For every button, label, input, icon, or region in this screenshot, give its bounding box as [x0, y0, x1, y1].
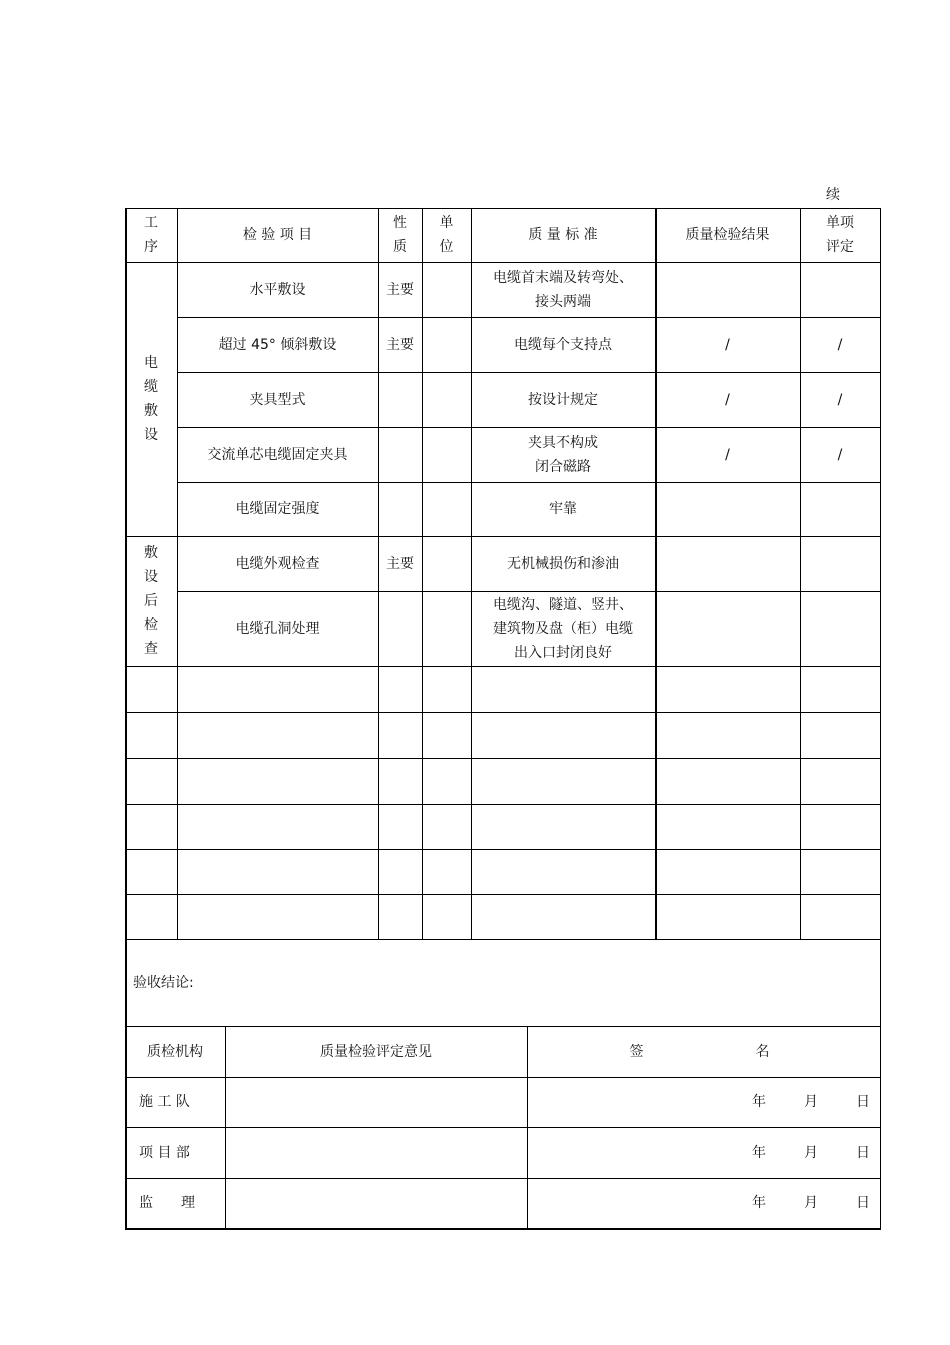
- sign-row-date: [527, 1127, 880, 1178]
- row-result: [655, 591, 800, 666]
- row-nature: 主要: [386, 281, 414, 298]
- sign-header-org: 质检机构: [147, 1043, 203, 1060]
- row-nature: [378, 591, 422, 666]
- sign-row-opinion: [225, 1178, 527, 1228]
- row-nature: [378, 372, 422, 427]
- row-unit: [422, 372, 471, 427]
- sign-row-date: [527, 1077, 880, 1127]
- sign-row-org: 项 目 部: [139, 1144, 190, 1161]
- row-result: /: [725, 446, 730, 463]
- row-standard: 按设计规定: [528, 391, 598, 408]
- sign-row-org: 施 工 队: [139, 1094, 190, 1110]
- row-item: 夹具型式: [249, 391, 306, 408]
- sign-row-opinion: [225, 1077, 527, 1127]
- row-nature: [378, 427, 422, 482]
- row-rating: /: [837, 336, 843, 353]
- empty-row-rule: [125, 712, 880, 713]
- row-nature: 主要: [386, 555, 414, 572]
- row-item: 电缆孔洞处理: [235, 620, 320, 637]
- year-label: 年: [752, 1195, 766, 1211]
- header-nature: 性 质: [393, 215, 407, 255]
- month-label: 月: [804, 1094, 818, 1110]
- header-step: 工 序: [144, 215, 158, 255]
- row-nature: 主要: [386, 336, 414, 353]
- empty-row-rule: [125, 758, 880, 759]
- month-label: 月: [804, 1195, 818, 1211]
- month-label: 月: [804, 1144, 818, 1161]
- row-rating: [800, 482, 880, 536]
- row-unit: [422, 536, 471, 591]
- header-rating: 单项 评定: [826, 215, 854, 255]
- day-label: 日: [856, 1144, 870, 1161]
- table-border-bottom: [125, 1228, 881, 1230]
- row-unit: [422, 262, 471, 317]
- row-unit: [422, 482, 471, 536]
- header-unit: 单 位: [439, 215, 454, 255]
- sign-row-opinion: [225, 1127, 527, 1178]
- table-border-right: [880, 208, 881, 1229]
- row-rating: [800, 591, 880, 666]
- row-rating: /: [837, 391, 843, 408]
- row-item: 电缆固定强度: [235, 501, 320, 517]
- year-label: 年: [752, 1144, 766, 1161]
- header-standard: 质 量 标 准: [528, 227, 598, 243]
- empty-row-rule: [125, 894, 880, 895]
- row-standard: 电缆每个支持点: [514, 336, 612, 353]
- header-result: 质量检验结果: [685, 227, 770, 243]
- table-rule: [125, 666, 880, 667]
- continued-label: 续: [826, 187, 840, 203]
- row-unit: [422, 591, 471, 666]
- row-result: [655, 262, 800, 317]
- conclusion-label: 验收结论:: [133, 974, 194, 991]
- row-unit: [422, 427, 471, 482]
- row-nature: [378, 482, 422, 536]
- empty-row-rule: [125, 849, 880, 850]
- row-item: 交流单芯电缆固定夹具: [207, 446, 348, 463]
- header-item: 检 验 项 目: [242, 227, 313, 243]
- row-result: /: [725, 336, 730, 353]
- row-result: [655, 536, 800, 591]
- sign-row-date: [527, 1178, 880, 1228]
- day-label: 日: [856, 1094, 870, 1110]
- sign-char: 签: [629, 1043, 644, 1060]
- row-item: 水平敷设: [249, 281, 306, 298]
- day-label: 日: [856, 1195, 870, 1211]
- row-standard: 牢靠: [549, 501, 577, 517]
- row-rating: [800, 262, 880, 317]
- row-result: [655, 482, 800, 536]
- group-label-laying: 电 缆 敷 设: [144, 355, 158, 443]
- row-unit: [422, 317, 471, 372]
- row-rating: /: [837, 446, 843, 463]
- row-item: 超过 45° 倾斜敷设: [218, 336, 337, 353]
- sign-header-opinion: 质量检验评定意见: [320, 1043, 432, 1060]
- name-char: 名: [755, 1043, 770, 1060]
- sign-header-signature: [527, 1026, 880, 1077]
- year-label: 年: [752, 1094, 766, 1110]
- row-standard: 电缆沟、隧道、竖井、 建筑物及盘（柜）电缆 出入口封闭良好: [493, 596, 633, 661]
- row-standard: 夹具不构成 闭合磁路: [528, 434, 598, 475]
- empty-row-rule: [125, 804, 880, 805]
- row-item: 电缆外观检查: [235, 555, 320, 572]
- row-result: /: [725, 391, 730, 408]
- row-rating: [800, 536, 880, 591]
- row-standard: 电缆首末端及转弯处、 接头两端: [493, 269, 633, 310]
- group-label-post-check: 敷 设 后 检 查: [144, 545, 158, 657]
- row-standard: 无机械损伤和渗油: [507, 555, 619, 572]
- sign-row-org: 监 理: [139, 1195, 195, 1211]
